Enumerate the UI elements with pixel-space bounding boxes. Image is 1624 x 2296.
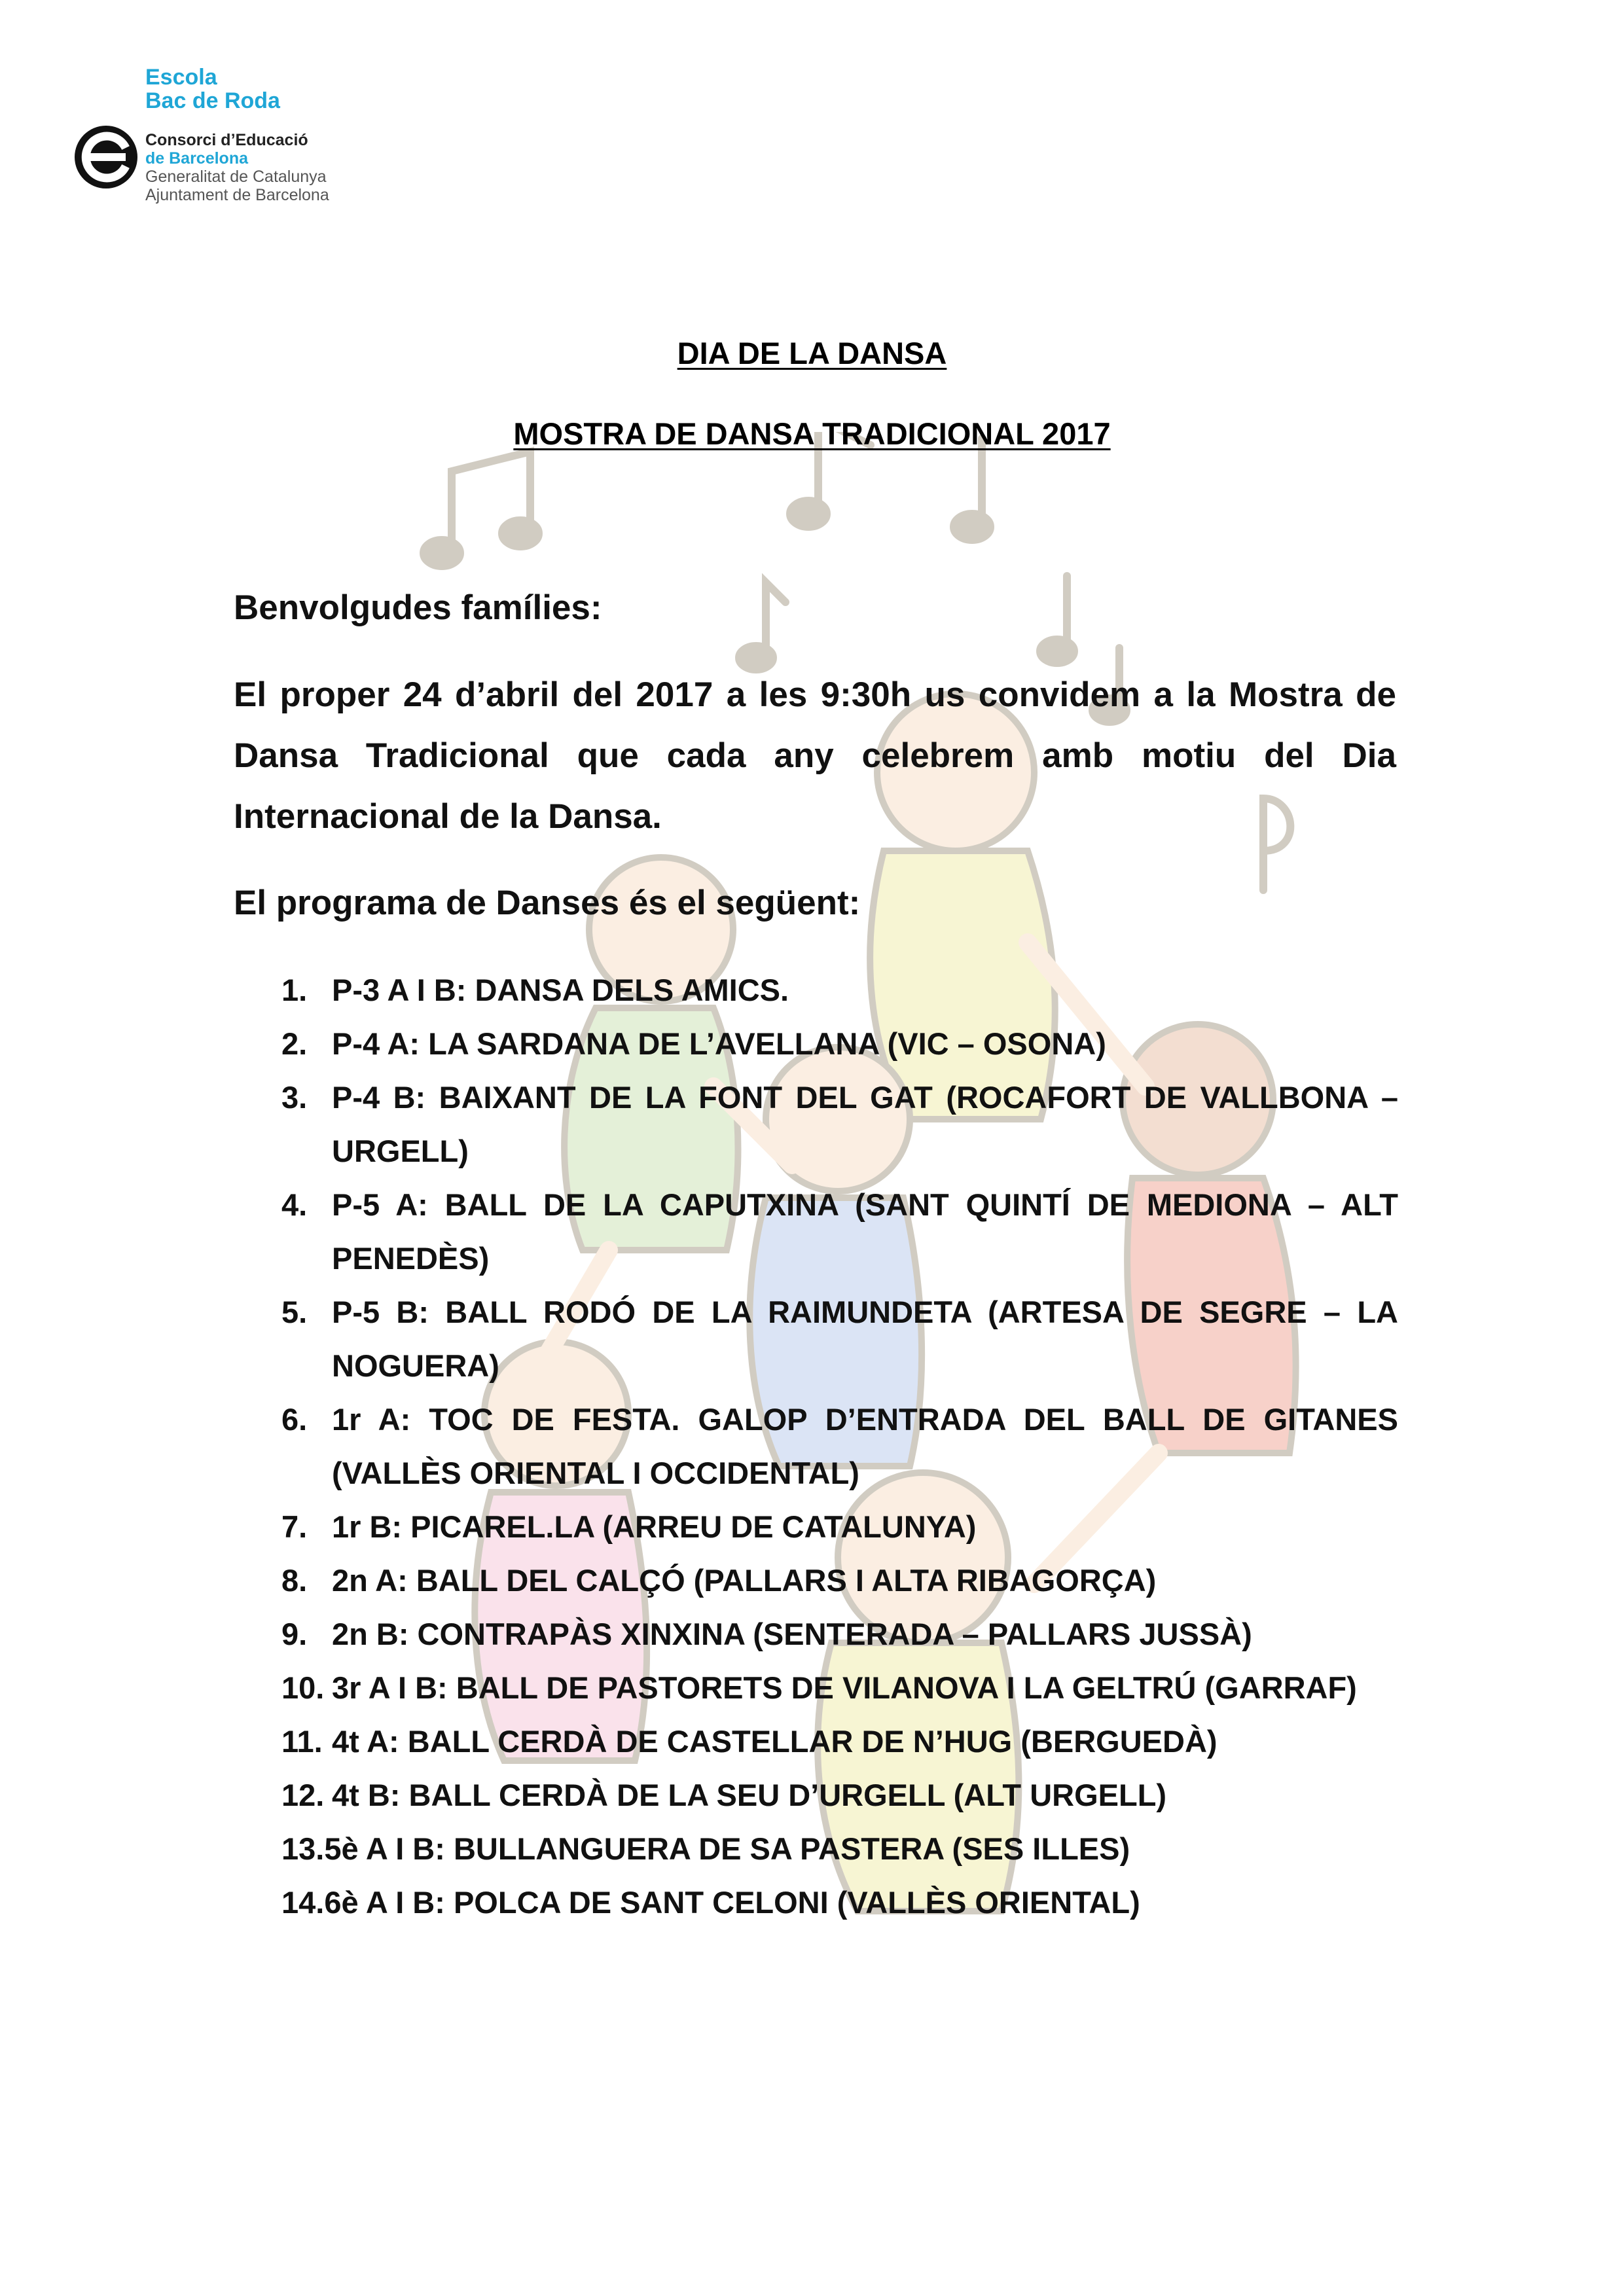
list-item [281, 1607, 1398, 1661]
list-item-text: 6è A I B: POLCA DE SANT CELONI (VALLÈS ORIENTAL) [324, 1885, 1140, 1920]
list-item-text: P-4 B: BAIXANT DE LA FONT DEL GAT (ROCAFORT DE VALLBONA – URGELL) [332, 1080, 1398, 1168]
program-heading: El programa de Danses és el següent: [234, 884, 861, 922]
school-name-line1: Escola [145, 65, 217, 90]
list-item-number: 8. [281, 1563, 308, 1598]
list-item [281, 1500, 1398, 1554]
list-item-number: 12. [281, 1778, 325, 1812]
list-item [281, 1071, 1398, 1178]
school-name-line2: Bac de Roda [145, 88, 280, 113]
list-item [281, 1822, 1398, 1876]
list-item-number: 3. [281, 1080, 308, 1115]
list-item [281, 1393, 1398, 1500]
list-item-text: 1r A: TOC DE FESTA. GALOP D’ENTRADA DEL BALL DE GITANES (VALLÈS ORIENTAL I OCCIDENTAL) [332, 1402, 1398, 1490]
list-item-text: 3r A I B: BALL DE PASTORETS DE VILANOVA I LA GELTRÚ (GARRAF) [332, 1670, 1357, 1705]
list-item [281, 1285, 1398, 1393]
list-item-text: 5è A I B: BULLANGUERA DE SA PASTERA (SES ILLES) [324, 1831, 1130, 1866]
list-item-number: 9. [281, 1617, 308, 1651]
main-title [0, 335, 1624, 371]
list-item [281, 963, 1398, 1017]
list-item-number: 13. [281, 1831, 325, 1866]
list-item-text: 1r B: PICAREL.LA (ARREU DE CATALUNYA) [332, 1509, 977, 1544]
sub-title-text: MOSTRA DE DANSA TRADICIONAL 2017 [513, 416, 1111, 451]
list-item-text: P-5 A: BALL DE LA CAPUTXINA (SANT QUINTÍ DE MEDIONA – ALT PENEDÈS) [332, 1187, 1398, 1276]
list-item [281, 1661, 1398, 1715]
list-item [281, 1178, 1398, 1285]
list-item-number: 2. [281, 1026, 308, 1061]
salutation: Benvolgudes famílies: [234, 588, 602, 627]
consorci-line3: Generalitat de Catalunya [145, 168, 327, 186]
list-item-text: P-5 B: BALL RODÓ DE LA RAIMUNDETA (ARTESA DE SEGRE – LA NOGUERA) [332, 1295, 1398, 1383]
consorci-label [145, 131, 329, 204]
intro-paragraph: El proper 24 d’abril del 2017 a les 9:30h us convidem a la Mostra de Dansa Tradicional que cada any celebrem amb motiu del Dia Internacional de la Dansa. [234, 675, 1396, 836]
list-item [281, 1715, 1398, 1768]
e-logo-icon [73, 124, 139, 190]
list-item [281, 1768, 1398, 1822]
list-item-number: 7. [281, 1509, 308, 1544]
list-item-number: 5. [281, 1295, 308, 1329]
consorci-line4: Ajuntament de Barcelona [145, 186, 329, 204]
list-item-number: 14. [281, 1885, 325, 1920]
school-name [145, 65, 280, 113]
consorci-line1: Consorci d’Educació [145, 131, 308, 149]
list-item-number: 6. [281, 1402, 308, 1437]
list-item-number: 11. [281, 1724, 323, 1759]
list-item-number: 4. [281, 1187, 308, 1222]
list-item [281, 1554, 1398, 1607]
list-item-text: P-3 A I B: DANSA DELS AMICS. [332, 973, 789, 1007]
sub-title [0, 416, 1624, 452]
list-item [281, 1876, 1398, 1929]
list-item [281, 1017, 1398, 1071]
main-title-text: DIA DE LA DANSA [677, 336, 947, 370]
list-item-number: 10. [281, 1670, 325, 1705]
consorci-line2: de Barcelona [145, 149, 249, 168]
list-item-number: 1. [281, 973, 308, 1007]
list-item-text: P-4 A: LA SARDANA DE L’AVELLANA (VIC – OSONA) [332, 1026, 1106, 1061]
list-item-text: 4t A: BALL CERDÀ DE CASTELLAR DE N’HUG (BERGUEDÀ) [332, 1724, 1218, 1759]
list-item-text: 2n A: BALL DEL CALÇÓ (PALLARS I ALTA RIBAGORÇA) [332, 1563, 1157, 1598]
list-item-text: 4t B: BALL CERDÀ DE LA SEU D’URGELL (ALT URGELL) [332, 1778, 1167, 1812]
dance-program-list [281, 963, 1398, 1929]
list-item-text: 2n B: CONTRAPÀS XINXINA (SENTERADA – PALLARS JUSSÀ) [332, 1617, 1252, 1651]
